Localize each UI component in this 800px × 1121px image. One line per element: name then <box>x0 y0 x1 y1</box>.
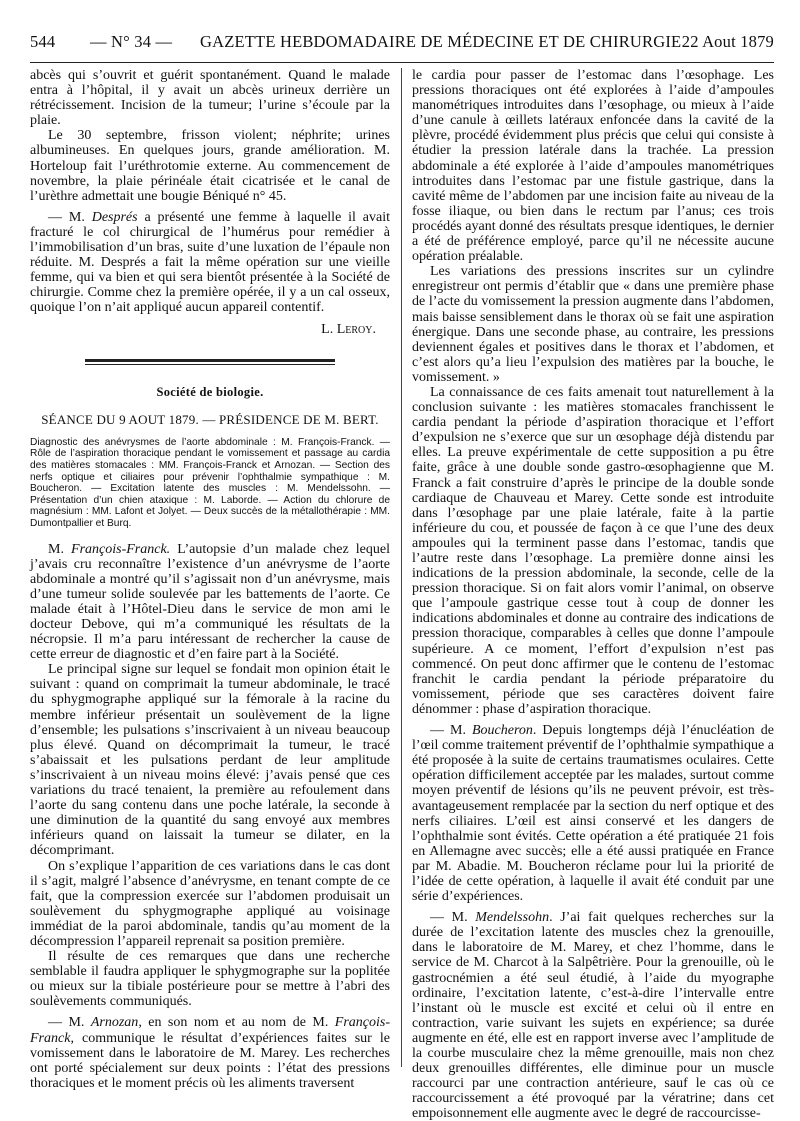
column-divider <box>401 68 402 1067</box>
right-column <box>412 68 775 1121</box>
paragraph-despres: — M. Després a présenté une femme à laquelle il avait fracturé le col chirurgical de l’humérus pour remédier à l’immobilisation d’un bras, suite d’une luxation de l’épaule non réduite. M. Després a fait la même opération sur une vieille femme, qui va bien et qui sera bientôt présentée à la Société de chirurgie. Comme chez la première opérée, il y a un cal osseux, quoique l’on n’ait appliqué aucun appareil contentif. <box>30 209 391 316</box>
speaker-name: Boucheron <box>471 723 533 739</box>
paragraph-francois-franck: M. François-Franck. L’autopsie d’un malade chez lequel j’avais cru reconnaître l’existence d’un anévrysme de l’aorte abdominale a montré qu’il s’agissait non d’un anévrysme, mais d’une tumeur solide soulevée par les battements de l’aorte. Ce malade était à l’Hôtel-Dieu dans le service de mon ami le docteur Debove, qui m’a communiqué les résultats de la nécropsie. Il m’a paru intéressant de rechercher la cause de cette erreur de diagnostic et d’en faire part à la Société. <box>30 541 390 663</box>
paragraph: Le 30 septembre, frisson violent; néphrite; urines albumineuses. En quelques jours, grande amélioration. M. Horteloup fait l’uréthrotomie externe. Au commencement de novembre, la plaie périnéale était cicatrisée et le canal de l’urèthre admettait une bougie Béniqué n° 45. <box>30 128 390 204</box>
header-rule <box>30 62 774 63</box>
seance-line: SÉANCE DU 9 AOUT 1879. — PRÉSIDENCE DE M. BERT. <box>41 411 379 427</box>
page-number: 544 <box>30 32 56 51</box>
paragraph-arnozan: — M. Arnozan, en son nom et au nom de M. François-Franck, communique le résultat d’expériences faites sur le vomissement dans le laboratoire de M. Marey. Les recherches ont porté spécialement sur deux points : l’état des pressions thoraciques et le moment précis où les aliments traversent <box>30 1015 391 1091</box>
paragraph: le cardia pour passer de l’estomac dans l’œsophage. Les pressions thoraciques ont été explorées à l’aide d’ampoules manométriques introduites dans l’œsophage, ou mieux à l’aide d’une canule à œillets latéraux enfoncée dans la cavité de la plèvre, procédé évidemment plus précis que celui qui consiste à étudier la pression latérale dans la trachée. La pression abdominale a été explorée à l’aide d’ampoules manométriques introduites dans l’estomac par une fistule gastrique, dans la cavité même de l’abdomen par une incision faite au niveau de la fosse iliaque, ou bien dans le rectum par l’anus; ces trois procédés ayant donné des résultats presque identiques, le dernier a été de préférence employé, parce qu’il ne nécessite aucune opération préalable. <box>412 68 774 265</box>
paragraph: Le principal signe sur lequel se fondait mon opinion était le suivant : quand on comprimait la tumeur abdominale, le tracé du sphygmographe appliqué sur la fémorale à la racine du membre inférieur présentait un soulèvement de la ligne d’ensemble; les pulsations s’inscrivaient à un niveau beaucoup plus élevé. Quand on décomprimait la tumeur, le tracé s’abaissait et les pulsations perdant de leur amplitude s’inscrivaient à un niveau moins élevé: j’avais pensé que ces variations du tracé tenaient, la première au refoulement dans l’aorte du sang contenu dans une poche latérale, la seconde à une diminution de la quantité du sang envoyé aux membres inférieurs quand on laissait la tumeur se dilater, en la décomprimant. <box>30 662 390 859</box>
paragraph: Il résulte de ces remarques que dans une recherche semblable il faudra appliquer le sphygmographe sur la poplitée ou mieux sur la tibiale postérieure pour se mettre à l’abri des soulèvements communiqués. <box>30 949 390 1010</box>
issue-date: 22 Aout 1879 <box>681 32 774 51</box>
page-header <box>30 32 774 60</box>
left-column <box>30 68 391 1091</box>
journal-title: GAZETTE HEBDOMADAIRE DE MÉDECINE ET DE CHIRURGIE <box>200 32 682 51</box>
paragraph: Les variations des pressions inscrites sur un cylindre enregistreur ont permis d’établir que « dans une première phase de l’acte du vomissement la pression augmente dans l’abdomen, mais baisse sensiblement dans le thorax où se fait une aspiration énergique. Dans une seconde phase, au contraire, les pressions deviennent égales et positives dans le thorax et l’abdomen, et c’est alors qu’a lieu l’expulsion des matières par la bouche, le vomissement. » <box>412 264 774 385</box>
paragraph: abcès qui s’ouvrit et guérit spontanément. Quand le malade entra à l’hôpital, il y avait un abcès urineux derrière un rétrécissement. Incision de la tumeur; l’urine s’écoule par la plaie. <box>30 68 390 129</box>
section-separator <box>85 359 335 365</box>
speaker-name: François-Franck <box>30 1015 391 1046</box>
paragraph-mendelssohn: — M. Mendelssohn. J’ai fait quelques recherches sur la durée de l’excitation latente des muscles chez la grenouille, dans le laboratoire de M. Marey, et chez l’homme, dans le service de M. Charcot à la Salpêtrière. Pour la grenouille, où le gastrocnémien a été seul étudié, à l’aide du myographe ordinaire, l’excitation latente, c’est-à-dire l’intervalle entre l’instant où le muscle est excité et celui où il entre en contraction, varie suivant les sujets en expérience; sa durée augmente en été, elle est en rapport inverse avec l’amplitude de la courbe musculaire chez la même grenouille, mais non chez deux grenouilles différentes, elle diminue pour un muscle raccourci par une contraction antérieure, sauf le cas où ce raccourcissement a été provoqué par la vératrine; dans cet empoisonnement elle augmente avec le degré de raccourcisse- <box>412 910 774 1121</box>
paragraph-boucheron: — M. Boucheron. Depuis longtemps déjà l’énucléation de l’œil comme traitement préventif de l’ophthalmie sympathique a été proposée à la suite de certains traumatismes oculaires. Cette opération difficilement acceptée par les malades, surtout comme moyen préventif de lésions qu’ils ne peuvent prévoir, est très-avantageusement remplacée par la section du nerf optique et des nerfs ciliaires. L’œil est ainsi conservé et les dangers de l’ophthalmie sont évités. Cette opération a été pratiquée 21 fois en Allemagne avec succès; elle a été aussi pratiquée en France par M. Abadie. M. Boucheron réclame pour lui la priorité de l’idée de cette opération, à laquelle il avait été conduit par une série d’expériences. <box>412 723 775 905</box>
speaker-name: Mendelssohn <box>475 910 550 926</box>
signature: L. Leroy. <box>321 321 376 337</box>
speaker-name: Després <box>91 209 138 225</box>
issue-number: — N° 34 — <box>90 32 173 51</box>
section-title: Société de biologie. <box>156 384 264 399</box>
paragraph: On s’explique l’apparition de ces variations dans le cas dont il s’agit, malgré l’absence d’anévrysme, en tenant compte de ce fait, que la compression exercée sur l’abdomen produisait un soulèvement du sphygmographe appliqué au voisinage immédiat de la paroi abdominale, tandis qu’au moment de la décompression l’appareil reprenait sa position première. <box>30 858 390 949</box>
speaker-name: Arnozan <box>90 1015 139 1031</box>
session-summary: Diagnostic des anévrysmes de l’aorte abdominale : M. François-Franck. — Rôle de l’aspiration thoracique pendant le vomissement et passage au cardia des matières stomacales : MM. François-Franck et Arnozan. — Section des nerfs optique et ciliaires pour prévenir l’ophthalmie sympathique : M. Boucheron. — Excitation latente des muscles : M. Mendelssohn. — Présentation d’un chien ataxique : M. Laborde. — Action du chlorure de magnésium : MM. Lafont et Jolyet. — Deux succès de la métallothérapie : MM. Dumontpallier et Burq. <box>30 436 390 529</box>
speaker-name: François-Franck. <box>71 541 171 557</box>
paragraph: La connaissance de ces faits amenait tout naturellement à la conclusion suivante : les matières stomacales franchissent le cardia pendant la période d’aspiration thoracique et l’effort d’expulsion ne s’exerce que sur un œsophage déjà distendu par elles. La preuve expérimentale de cette supposition a pu être faite, grâce à une double sonde gastro-œsophagienne que M. Franck a fait construire d’après le principe de la double sonde cardiaque de Chauveau et Marey. Cette sonde est introduite dans l’œsophage par une plaie latérale, faite à la partie inférieure du cou, et poussée de façon à ce que l’une des deux ampoules qui la terminent passe dans l’estomac, tandis que l’autre reste dans l’œsophage. La première donne ainsi les indications de la pression abdominale, la seconde, celle de la pression thoracique. Si on fait alors vomir l’animal, on observe que l’ampoule gastrique cesse tout à coup de donner les indications abdominales et donne au contraire des indications de pression thoracique, comparables à celles que donne l’ampoule supérieure. A ce moment, l’effort d’expulsion n’est pas commencé. On peut donc affirmer que le contenu de l’estomac franchit le cardia pendant la période préparatoire du vomissement, période que ses caractères doivent faire dénommer : phase d’aspiration thoracique. <box>412 384 774 717</box>
